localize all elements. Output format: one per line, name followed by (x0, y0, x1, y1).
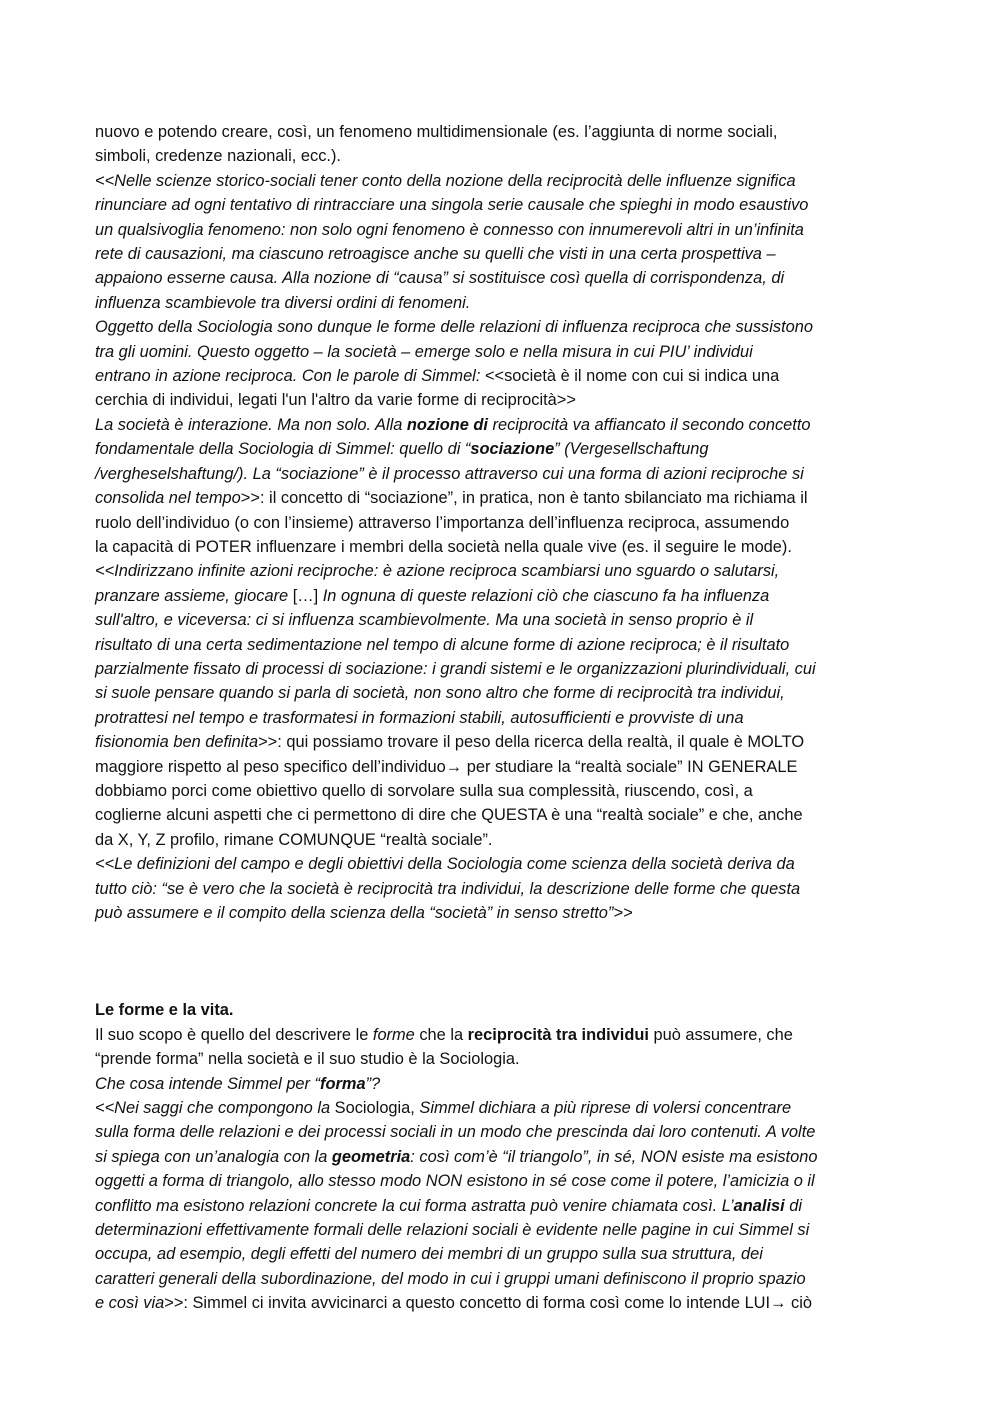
paragraph-line (95, 1145, 915, 1169)
paragraph-line (95, 1023, 915, 1047)
paragraph-line (95, 1291, 915, 1315)
text-run: di (784, 1196, 802, 1215)
text-run: ruolo dell’individuo (o con l’insieme) attraverso l’importanza dell’influenza reciproca, assumendo (95, 513, 790, 532)
paragraph-line (95, 852, 915, 876)
text-run: ” (Vergesellschaftung (554, 440, 709, 459)
text-run: Simmel dichiara a più riprese di volersi concentrare (419, 1099, 792, 1118)
text-run: un qualsivoglia fenomeno: non solo ogni fenomeno è connesso con innumerevoli altri in un’infinita (95, 220, 804, 239)
text-run: <<Le definizioni del campo e degli obiettivi della Sociologia come scienza della società deriva da (95, 855, 795, 874)
emphasized-text: forma (320, 1074, 366, 1093)
text-run: >>: il concetto di “sociazione”, in pratica, non è tanto sbilanciato ma richiama il (240, 489, 808, 508)
text-run: parzialmente fissato di processi di sociazione: i grandi sistemi e le organizzazioni plurindividuali, cui (95, 659, 816, 678)
paragraph-line (95, 266, 915, 290)
text-run: simboli, credenze nazionali, ecc.). (95, 147, 341, 166)
text-section-reciprocity (95, 120, 915, 925)
emphasized-text: sociazione (470, 440, 555, 459)
paragraph-line (95, 681, 915, 705)
text-run: tra gli uomini. Questo oggetto – la società – emerge solo e nella misura in cui PIU’ individui (95, 342, 753, 361)
text-run: In ognuna di queste relazioni ciò che ciascuno fa ha influenza (318, 586, 770, 605)
text-run: rinunciare ad ogni tentativo di rintracciare una singola serie causale che spieghi in modo esaustivo (95, 196, 809, 215)
text-run: <<Nelle scienze storico-sociali tener conto della nozione della reciprocità delle influenze significa (95, 171, 796, 190)
paragraph-line (95, 315, 915, 339)
emphasized-text: Le forme e la vita. (95, 1001, 234, 1020)
text-run: oggetti a forma di triangolo, allo stesso modo NON esistono in sé cose come il potere, l’amicizia o il (95, 1172, 815, 1191)
paragraph-line (95, 144, 915, 168)
document-body (95, 120, 915, 1316)
text-run: fondamentale della Sociologia di Simmel: quello di “ (95, 440, 471, 459)
paragraph-line (95, 1267, 915, 1291)
text-run: influenza scambievole tra diversi ordini di fenomeni. (95, 293, 471, 312)
text-run: ”? (365, 1074, 381, 1093)
paragraph-line (95, 828, 915, 852)
text-run: : così com’è “il triangolo”, in sé, NON esiste ma esistono (410, 1147, 818, 1166)
text-run: fisionomia ben definita (95, 733, 259, 752)
text-run: tutto ciò: “se è vero che la società è reciprocità tra individui, la descrizione delle forme che questa (95, 879, 801, 898)
text-run: Nei saggi che compongono la (114, 1099, 335, 1118)
paragraph-line (95, 584, 915, 608)
paragraph-line (95, 462, 915, 486)
paragraph-line (95, 1169, 915, 1193)
text-run: << (95, 1099, 115, 1118)
text-run: sull'altro, e viceversa: ci si influenza scambievolmente. Ma una società in senso proprio è il (95, 611, 754, 630)
text-run: protrattesi nel tempo e trasformatesi in formazioni stabili, autosufficienti e provviste di una (95, 708, 744, 727)
paragraph-line (95, 657, 915, 681)
text-run: risultato di una certa sedimentazione nel tempo di alcune forme di azione reciproca; è il risultato (95, 635, 790, 654)
paragraph-line (95, 120, 915, 144)
text-run: che la (414, 1025, 468, 1044)
paragraph-line (95, 511, 915, 535)
emphasized-text: geometria (331, 1147, 411, 1166)
paragraph-line (95, 608, 915, 632)
section-heading (95, 998, 915, 1022)
text-run: occupa, ad esempio, degli effetti del numero dei membri di un gruppo sulla sua struttura, dei (95, 1245, 763, 1264)
text-run: […] (292, 586, 319, 605)
paragraph-line (95, 388, 915, 412)
text-run: <<Indirizzano infinite azioni reciproche: è azione reciproca scambiarsi uno sguardo o salutarsi, (95, 562, 780, 581)
emphasized-text: reciprocità tra individui (467, 1025, 649, 1044)
paragraph-line (95, 633, 915, 657)
text-run: può assumere e il compito della scienza della “società” in senso stretto”>> (95, 904, 633, 922)
text-run: “prende forma” nella società e il suo studio è la Sociologia. (95, 1050, 520, 1069)
text-run: Oggetto della Sociologia sono dunque le forme delle relazioni di influenza reciproca che sussistono (95, 318, 813, 337)
text-run: maggiore rispetto al peso specifico dell’individuo→ per studiare la “realtà sociale” IN GENERALE (95, 757, 798, 776)
text-run: appaiono esserne causa. Alla nozione di “causa” si sostituisce così quella di corrispondenza, di (95, 269, 785, 288)
text-run: rete di causazioni, ma ciascuno retroagisce anche su quelli che visti in una certa prospettiva – (95, 245, 776, 264)
paragraph-line (95, 242, 915, 266)
emphasized-text: nozione di (406, 415, 488, 434)
text-run: La società è interazione. Ma non solo. Alla (95, 415, 407, 434)
text-section-forme-e-vita (95, 998, 915, 1315)
paragraph-line (95, 535, 915, 559)
text-run: consolida nel tempo (95, 489, 241, 508)
paragraph-line (95, 486, 915, 510)
text-run: la capacità di POTER influenzare i membri della società nella quale vive (es. il seguire le mode). (95, 537, 792, 556)
text-run: pranzare assieme, giocare (95, 586, 293, 605)
text-run: Che cosa intende Simmel per “ (95, 1074, 321, 1093)
text-run: /vergheselshaftung/). La “sociazione” è il processo attraverso cui una forma di azioni reciproche si (95, 464, 804, 483)
paragraph-line (95, 291, 915, 315)
text-run: determinazioni effettivamente formali delle relazioni sociali è evidente nelle pagine in cui Simmel si (95, 1221, 810, 1240)
paragraph-line (95, 1120, 915, 1144)
paragraph-line (95, 1072, 915, 1096)
paragraph-line (95, 779, 915, 803)
text-run: si suole pensare quando si parla di società, non sono altro che forme di reciprocità tra individui, (95, 684, 785, 703)
text-run: caratteri generali della subordinazione, del modo in cui i gruppi umani definiscono il proprio spazio (95, 1269, 806, 1288)
text-run: >>: qui possiamo trovare il peso della ricerca della realtà, il quale è MOLTO (258, 733, 805, 752)
paragraph-line (95, 364, 915, 388)
text-run: <<società è il nome con cui si indica una (484, 367, 780, 386)
text-run: forme (372, 1025, 415, 1044)
text-run: Sociologia, (334, 1099, 420, 1118)
paragraph-line (95, 413, 915, 437)
text-run: coglierne alcuni aspetti che ci permettono di dire che QUESTA è una “realtà sociale” e che, anche (95, 806, 803, 825)
paragraph-line (95, 901, 915, 925)
paragraph-line (95, 730, 915, 754)
text-run: reciprocità va affiancato il secondo concetto (487, 415, 811, 434)
paragraph-line (95, 1242, 915, 1266)
text-run: da X, Y, Z profilo, rimane COMUNQUE “realtà sociale”. (95, 830, 493, 849)
section-gap (95, 925, 915, 998)
paragraph-line (95, 1047, 915, 1071)
text-run: Il suo scopo è quello del descrivere le (95, 1025, 373, 1044)
paragraph-line (95, 706, 915, 730)
text-run: dobbiamo porci come obiettivo quello di sorvolare sulla sua complessità, riuscendo, così, a (95, 781, 753, 800)
paragraph-line (95, 218, 915, 242)
emphasized-text: analisi (733, 1196, 785, 1215)
paragraph-line (95, 193, 915, 217)
paragraph-line (95, 755, 915, 779)
text-run: sulla forma delle relazioni e dei processi sociali in un modo che prescinda dai loro contenuti. A volte (95, 1123, 816, 1142)
text-run: e così via (95, 1294, 165, 1313)
paragraph-line (95, 877, 915, 901)
paragraph-line (95, 169, 915, 193)
paragraph-line (95, 1096, 915, 1120)
text-run: cerchia di individui, legati l'un l'altro da varie forme di reciprocità>> (95, 391, 576, 410)
paragraph-line (95, 437, 915, 461)
paragraph-line (95, 340, 915, 364)
paragraph-line (95, 1218, 915, 1242)
text-run: può assumere, che (648, 1025, 793, 1044)
text-run: entrano in azione reciproca. Con le parole di Simmel: (95, 367, 485, 386)
text-run: conflitto ma esistono relazioni concrete la cui forma astratta può venire chiamata così. L’ (95, 1196, 734, 1215)
paragraph-line (95, 1194, 915, 1218)
paragraph-line (95, 559, 915, 583)
text-run: nuovo e potendo creare, così, un fenomeno multidimensionale (es. l’aggiunta di norme sociali, (95, 123, 778, 141)
text-run: >>: Simmel ci invita avvicinarci a questo concetto di forma così come lo intende LUI→ ciò (164, 1294, 812, 1313)
paragraph-line (95, 803, 915, 827)
text-run: si spiega con un’analogia con la (95, 1147, 332, 1166)
